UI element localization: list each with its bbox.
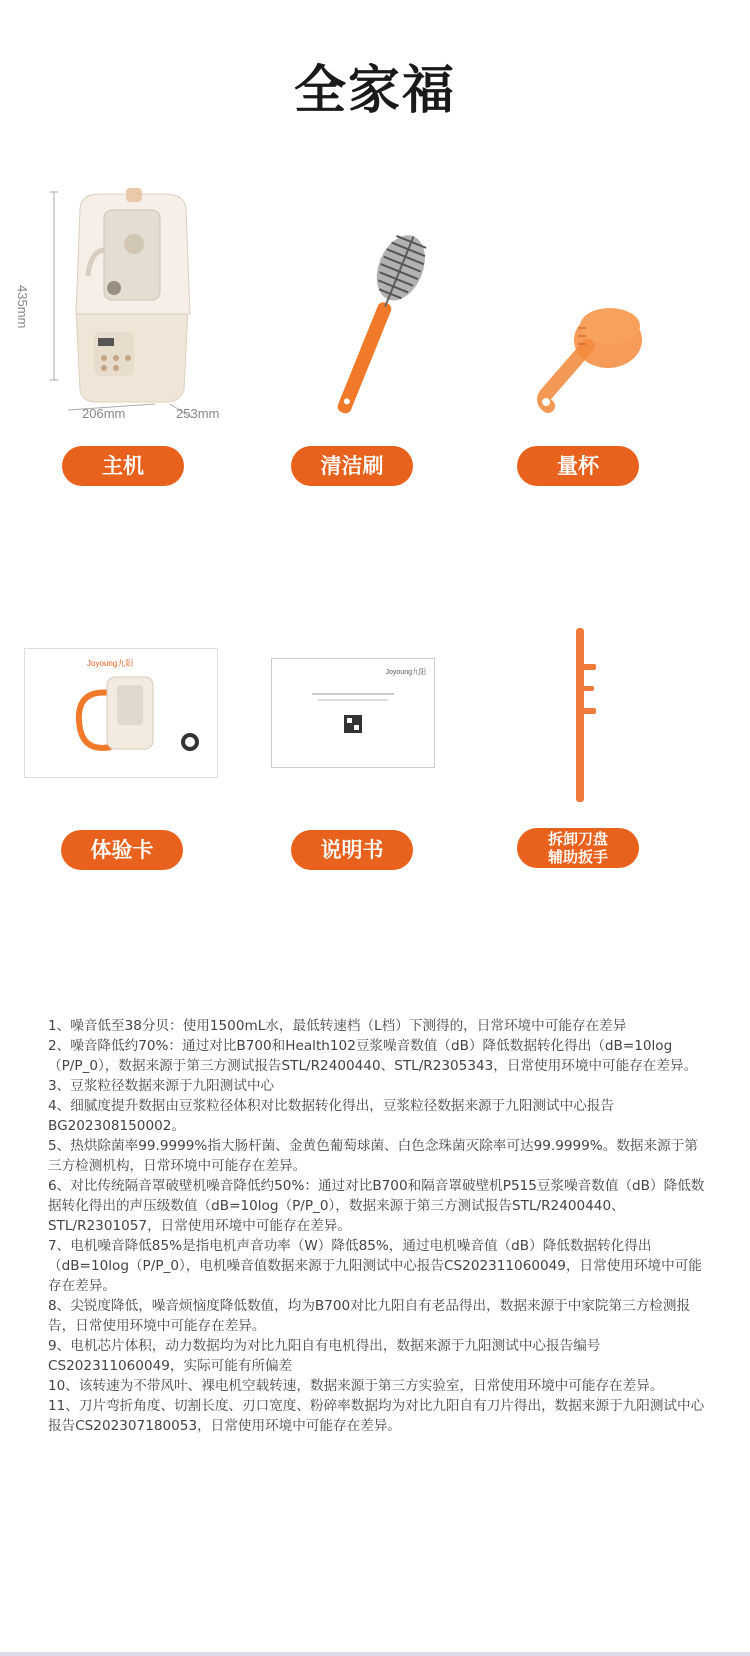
height-dimension: 435mm	[15, 285, 30, 329]
experience-card-image	[24, 648, 218, 778]
bottom-divider	[0, 1652, 750, 1656]
cleaning-brush-image	[325, 222, 435, 422]
depth-dimension: 253mm	[176, 406, 220, 421]
item-label-experience-card: 体验卡	[61, 830, 183, 870]
item-label-wrench	[517, 828, 639, 868]
footnote: 5、热烘除菌率99.9999%指大肠杆菌、金黄色葡萄球菌、白色念珠菌灭除率可达99.9999%。数据来源于第三方检测机构，日常环境中可能存在差异。	[48, 1138, 698, 1174]
footnote: 3、豆浆粒径数据来源于九阳测试中心	[48, 1078, 275, 1094]
item-label-wrench-line2: 辅助扳手	[547, 848, 608, 866]
footnote: 7、电机噪音降低85%是指电机声音功率（W）降低85%，通过电机噪音值（dB）降低数据转化得出（dB=10log（P/P_0），电机噪音值数据来源于九阳测试中心报告CS202311060049，日常使用环境中可能存在差异。	[48, 1238, 702, 1294]
footnote: 8、尖锐度降低，噪音烦恼度降低数值，均为B700对比九阳自有老品得出，数据来源于中家院第三方检测报告，日常使用环境中可能存在差异。	[48, 1298, 691, 1334]
footnote: 9、电机芯片体积，动力数据均为对比九阳自有电机得出，数据来源于九阳测试中心报告编号CS202311060049，实际可能有所偏差	[48, 1338, 601, 1374]
footnotes	[48, 1016, 708, 1436]
footnote: 2、噪音降低约70%：通过对比B700和Health102豆浆噪音数值（dB）降低数据转化得出（dB=10log（P/P_0），数据来源于第三方测试报告STL/R2400440、STL/R2305343，日常使用环境中可能存在差异。	[48, 1038, 698, 1074]
footnote: 4、细腻度提升数据由豆浆粒径体积对比数据转化得出，豆浆粒径数据来源于九阳测试中心报告BG202308150002。	[48, 1098, 614, 1134]
width-dimension: 206mm	[82, 406, 126, 421]
blender-image	[40, 180, 240, 430]
footnote: 1、噪音低至38分贝：使用1500mL水，最低转速档（L档）下测得的，日常环境中可能存在差异	[48, 1018, 627, 1034]
footnote: 10、该转速为不带风叶、裸电机空载转速，数据来源于第三方实验室，日常使用环境中可能存在差异。	[48, 1378, 664, 1394]
manual-brand-logo: Joyoung九阳	[385, 669, 426, 676]
item-label-measuring-cup: 量杯	[517, 446, 639, 486]
blade-removal-wrench-image	[560, 624, 600, 806]
footnote: 11、刀片弯折角度、切割长度、刃口宽度、粉碎率数据均为对比九阳自有刀片得出，数据来源于九阳测试中心报告CS202307180053，日常使用环境中可能存在差异。	[48, 1398, 705, 1434]
item-label-wrench-line1: 拆卸刀盘	[547, 830, 608, 848]
footnote: 6、对比传统隔音罩破壁机噪音降低约50%：通过对比B700和隔音罩破壁机P515豆浆噪音数值（dB）降低数据转化得出的声压级数值（dB=10log（P/P_0），数据来源于第三方测试报告STL/R2400440、STL/R2301057，日常使用环境中可能存在差异。	[48, 1178, 705, 1234]
item-label-manual: 说明书	[291, 830, 413, 870]
measuring-cup-image	[528, 288, 648, 418]
item-label-main-unit: 主机	[62, 446, 184, 486]
card-brand-logo: Joyoung九阳	[87, 659, 134, 668]
manual-image	[271, 658, 435, 768]
item-label-cleaning-brush: 清洁刷	[291, 446, 413, 486]
page-title: 全家福	[293, 61, 456, 121]
